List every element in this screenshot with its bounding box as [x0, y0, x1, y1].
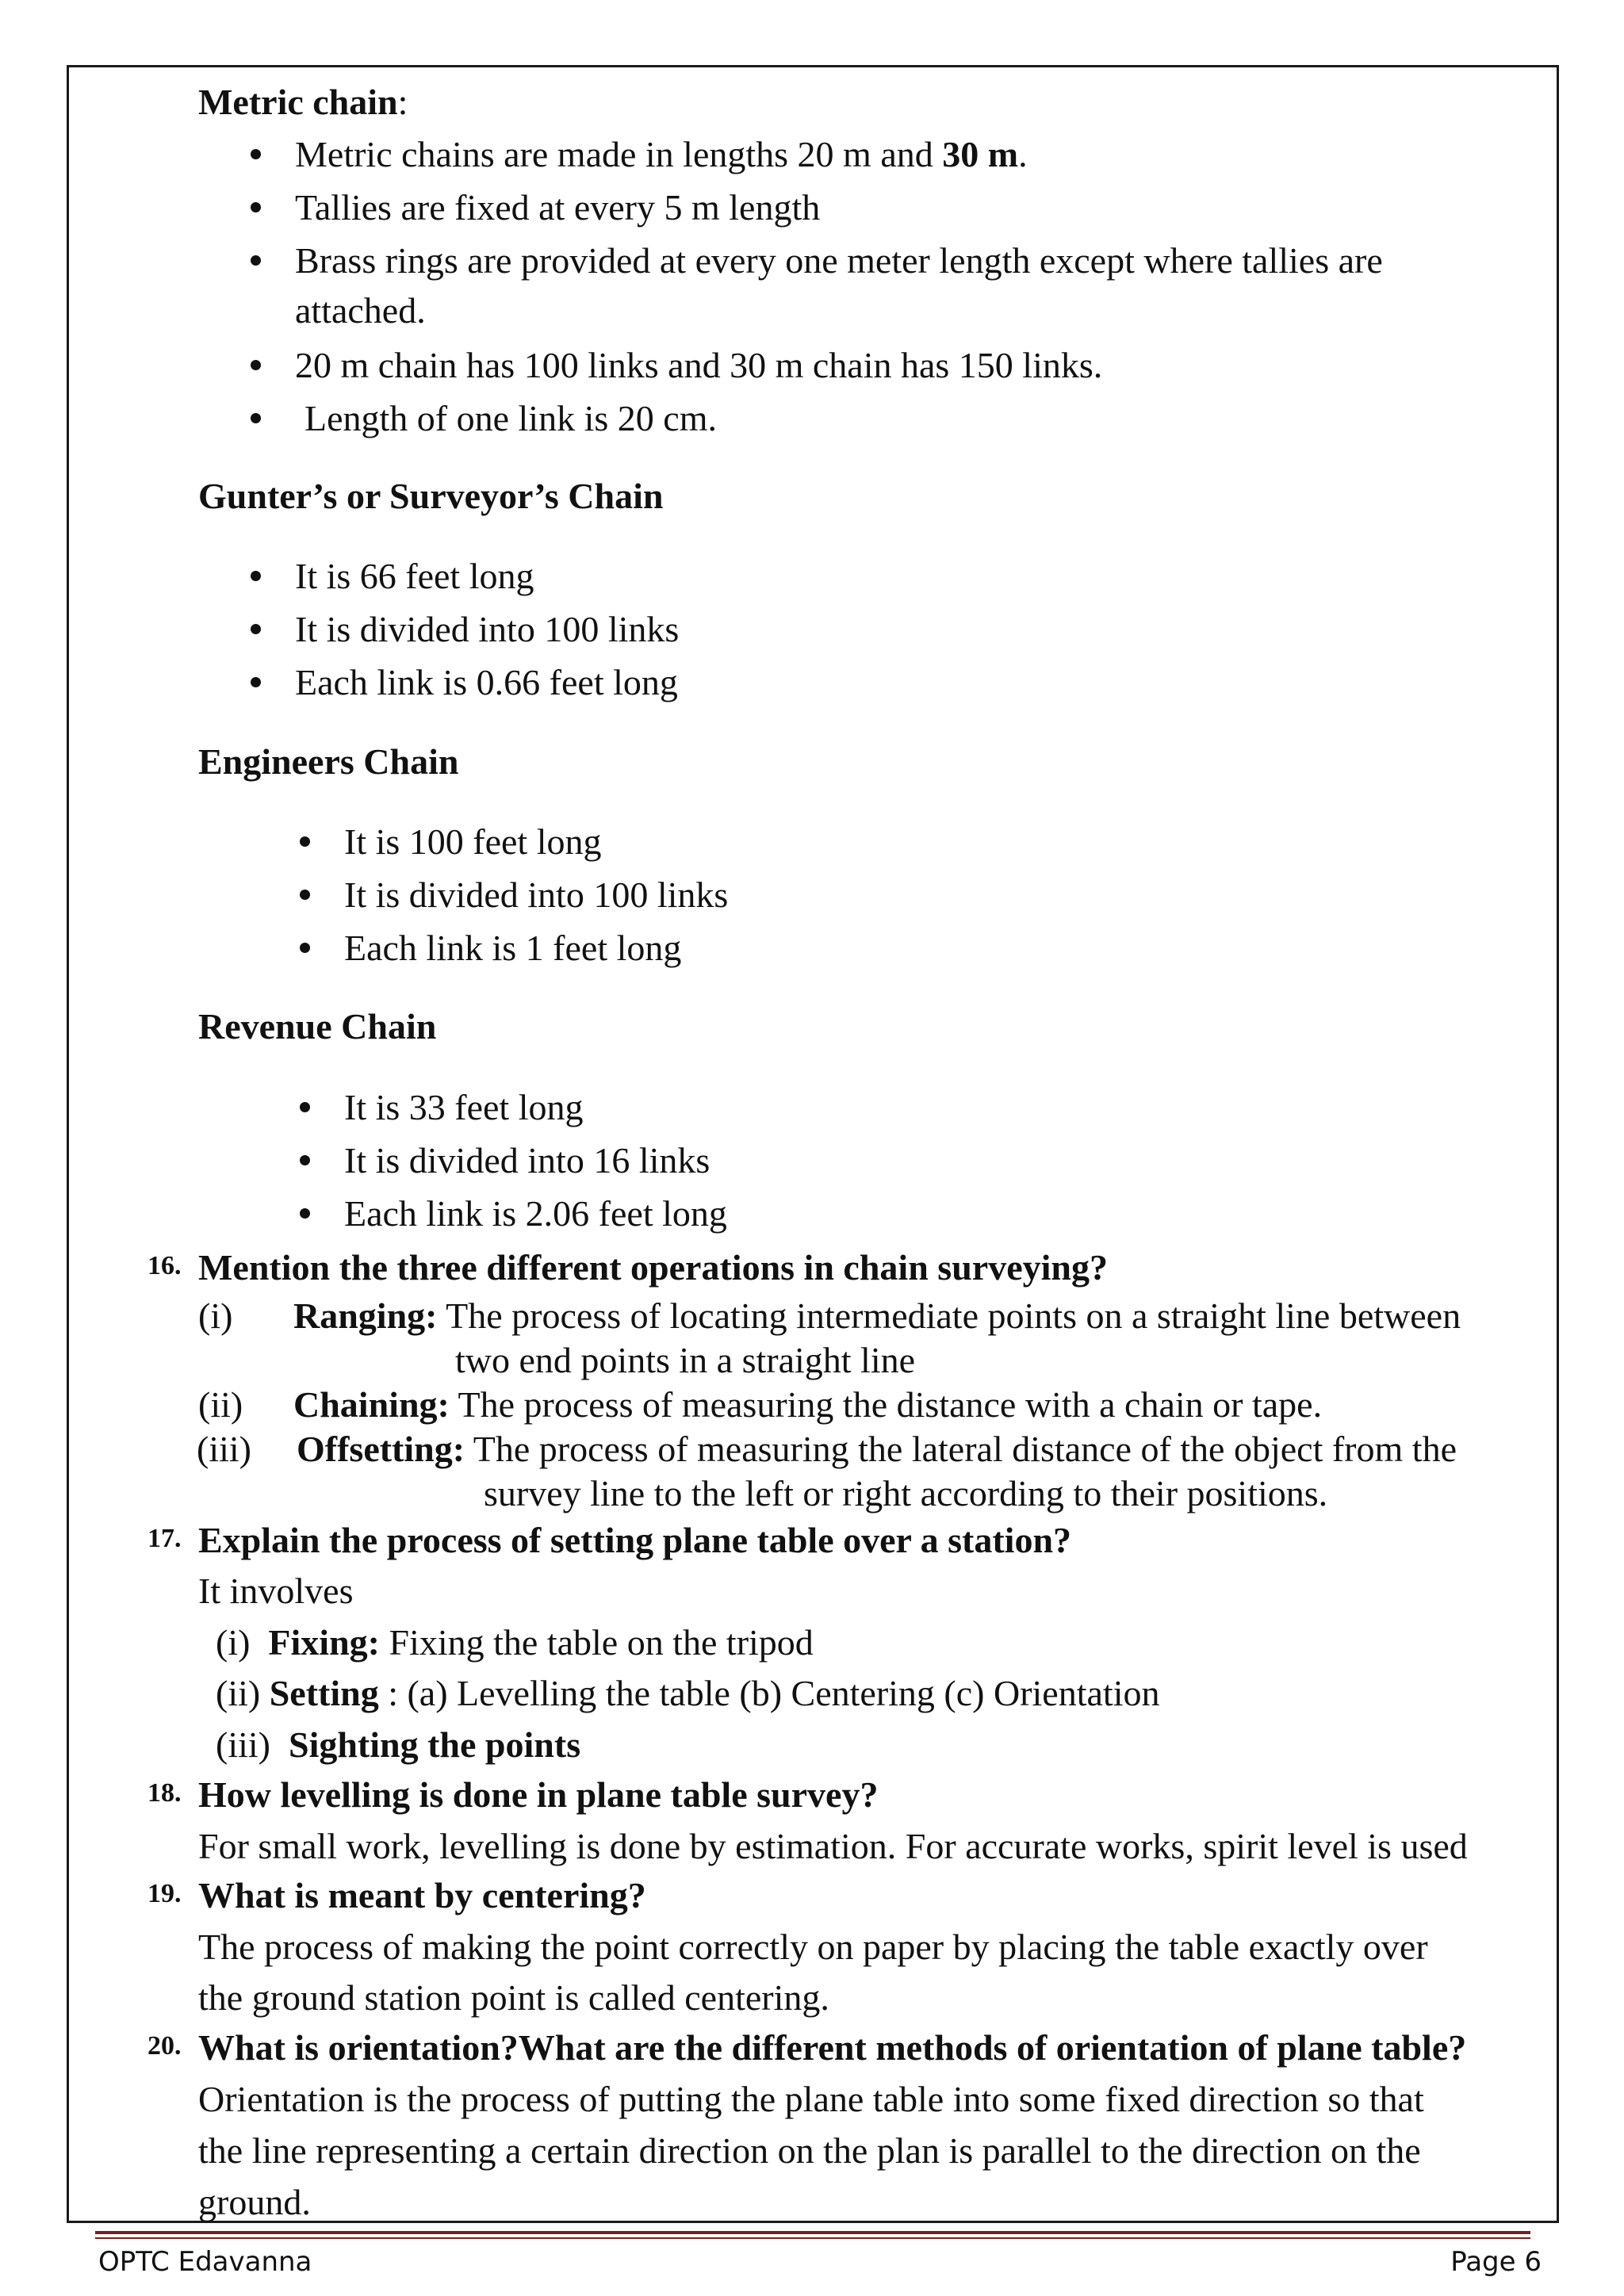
gunter-bullet-1: It is 66 feet long: [295, 556, 534, 596]
revenue-chain-heading: Revenue Chain: [198, 1006, 437, 1047]
q16-item-i-line2: two end points in a straight line: [455, 1340, 916, 1380]
metric-bullet-3-line2: attached.: [295, 290, 426, 331]
q17-item-iii: (iii) Sighting the points: [216, 1724, 581, 1765]
question-number-18: 18.: [147, 1778, 182, 1808]
q16-item-iii: Offsetting: The process of measuring the lateral distance of the object from the: [297, 1429, 1457, 1469]
bullet-icon: [300, 890, 310, 900]
question-20: What is orientation?What are the different methods of orientation of plane table?: [198, 2027, 1467, 2068]
bullet-icon: [300, 1208, 310, 1219]
gunter-bullet-3: Each link is 0.66 feet long: [295, 662, 678, 702]
question-16: Mention the three different operations in chain surveying?: [198, 1247, 1108, 1288]
question-19: What is meant by centering?: [198, 1875, 646, 1915]
bullet-icon: [251, 413, 261, 423]
q19-answer-line2: the ground station point is called centering.: [198, 1977, 829, 2018]
bullet-icon: [251, 149, 261, 159]
engineers-bullet-2: It is divided into 100 links: [344, 874, 729, 915]
revenue-bullet-1: It is 33 feet long: [344, 1087, 584, 1127]
q18-answer: For small work, levelling is done by estimation. For accurate works, spirit level is used: [198, 1826, 1468, 1866]
bullet-icon: [300, 1155, 310, 1165]
q20-answer-line1: Orientation is the process of putting the plane table into some fixed direction so that: [198, 2079, 1424, 2119]
metric-chain-heading: Metric chain:: [198, 82, 408, 122]
q16-item-i: Ranging: The process of locating intermediate points on a straight line between: [293, 1295, 1461, 1336]
question-number-16: 16.: [147, 1251, 182, 1280]
q20-answer-line2: the line representing a certain direction on the plan is parallel to the direction on the: [198, 2130, 1421, 2171]
question-18: How levelling is done in plane table survey?: [198, 1774, 879, 1815]
question-number-19: 19.: [147, 1879, 182, 1908]
metric-bullet-3-line1: Brass rings are provided at every one meter length except where tallies are: [295, 240, 1383, 281]
engineers-chain-heading: Engineers Chain: [198, 741, 459, 782]
footer-page-number: Page 6: [1450, 2246, 1542, 2278]
metric-bullet-1: Metric chains are made in lengths 20 m and 30 m.: [295, 134, 1028, 174]
q16-item-iii-line2: survey line to the left or right according to their positions.: [484, 1473, 1328, 1513]
gunter-chain-heading: Gunter’s or Surveyor’s Chain: [198, 476, 664, 516]
bullet-icon: [251, 202, 261, 212]
q20-answer-line3: ground.: [198, 2182, 311, 2222]
q19-answer-line1: The process of making the point correctly on paper by placing the table exactly over: [198, 1927, 1428, 1967]
q17-item-ii: (ii) Setting : (a) Levelling the table (b) Centering (c) Orientation: [216, 1673, 1160, 1713]
bullet-icon: [251, 360, 261, 370]
question-17: Explain the process of setting plane table over a station?: [198, 1520, 1072, 1560]
footer-institution: OPTC Edavanna: [98, 2246, 312, 2278]
revenue-bullet-2: It is divided into 16 links: [344, 1140, 710, 1181]
bullet-icon: [251, 255, 261, 266]
engineers-bullet-1: It is 100 feet long: [344, 821, 602, 862]
q17-item-i: (i) Fixing: Fixing the table on the tripod: [216, 1622, 814, 1663]
bullet-icon: [251, 624, 261, 634]
q16-item-i-label: (i): [198, 1295, 233, 1336]
engineers-bullet-3: Each link is 1 feet long: [344, 928, 682, 968]
q17-intro: It involves: [198, 1571, 354, 1611]
footer-rule-thin: [95, 2237, 1530, 2239]
q16-item-iii-label: (iii): [197, 1429, 251, 1469]
question-number-20: 20.: [147, 2031, 182, 2061]
q16-item-ii-label: (ii): [198, 1384, 243, 1425]
bullet-icon: [251, 571, 261, 581]
gunter-bullet-2: It is divided into 100 links: [295, 609, 680, 649]
bullet-icon: [300, 1102, 310, 1112]
revenue-bullet-3: Each link is 2.06 feet long: [344, 1193, 727, 1234]
bullet-icon: [251, 677, 261, 687]
q16-item-ii: Chaining: The process of measuring the distance with a chain or tape.: [293, 1384, 1323, 1425]
metric-bullet-4: 20 m chain has 100 links and 30 m chain has 150 links.: [295, 345, 1103, 385]
bullet-icon: [300, 943, 310, 953]
metric-bullet-5: Length of one link is 20 cm.: [304, 398, 717, 438]
footer-rule: [95, 2231, 1530, 2234]
question-number-17: 17.: [147, 1524, 182, 1553]
metric-bullet-2: Tallies are fixed at every 5 m length: [295, 187, 821, 228]
bullet-icon: [300, 836, 310, 847]
